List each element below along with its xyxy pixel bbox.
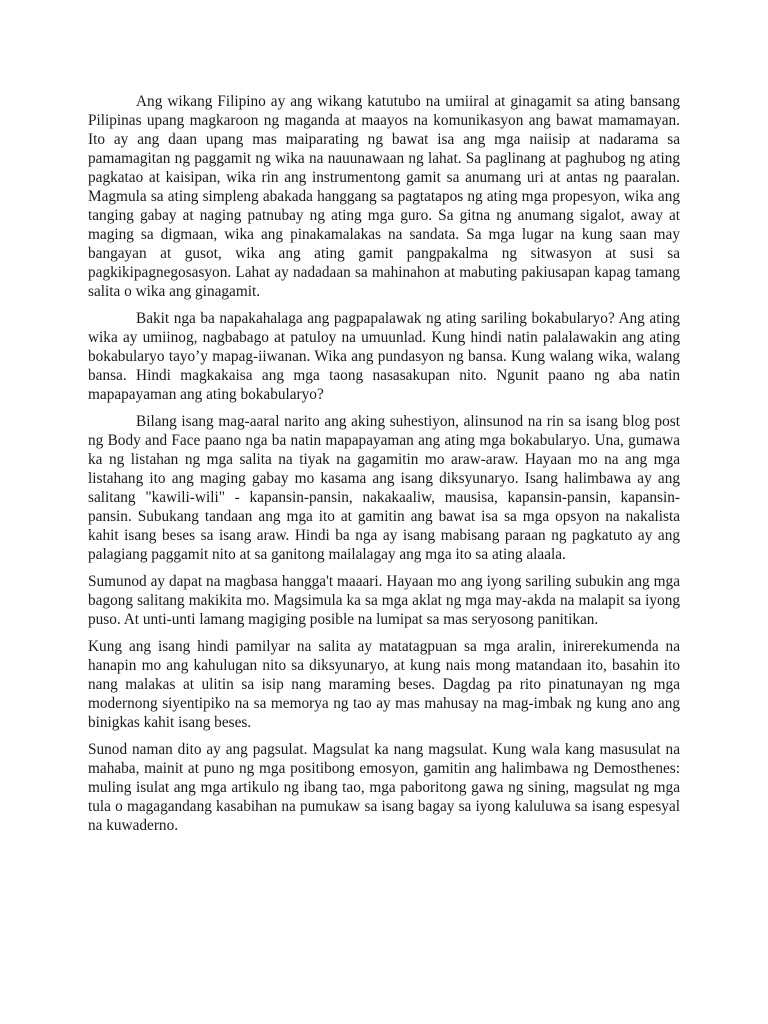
paragraph-5: Kung ang isang hindi pamilyar na salita ay matatagpuan sa mga aralin, inirerekumenda na hanapin mo ang kahulugan nito sa diksyunaryo, at kung nais mong matandaan ito, basahin ito nang malakas at ulitin sa isip nang maraming beses. Dagdag pa rito pinatunayan ng mga modernong siyentipiko na sa memorya ng tao ay mas mahusay na mag-imbak ng kung ano ang binigkas kahit isang beses. [88, 638, 680, 731]
paragraph-1: Ang wikang Filipino ay ang wikang katutubo na umiiral at ginagamit sa ating bansang Pilipinas upang magkaroon ng maganda at maayos na komunikasyon ang bawat mamamayan. Ito ay ang daan upang mas maiparating ng bawat isa ang mga naiisip at nadarama sa pamamagitan ng paggamit ng wika na nauunawaan ng lahat. Sa paglinang at paghubog ng ating pagkatao at kaisipan, wika rin ang instrumentong gamit sa anumang uri at antas ng paaralan. Magmula sa ating simpleng abakada hanggang sa pagtatapos ng ating mga propesyon, wika ang tanging gabay at naging patnubay ng ating mga guro. Sa gitna ng anumang sigalot, away at maging sa digmaan, wika ang pinakamalakas na sandata. Sa mga lugar na kung saan may bangayan at gusot, wika ang ating gamit pangpakalma ng sitwasyon at susi sa pagkikipagnegosasyon. Lahat ay nadadaan sa mahinahon at mabuting pakiusapan kapag tamang salita o wika ang ginagamit. [88, 93, 680, 300]
paragraph-6: Sunod naman dito ay ang pagsulat. Magsulat ka nang magsulat. Kung wala kang masusulat na mahaba, mainit at puno ng mga positibong emosyon, gamitin ang halimbawa ng Demosthenes: muling isulat ang mga artikulo ng ibang tao, mga paboritong gawa ng sining, magsulat ng mga tula o magagandang kasabihan na pumukaw sa isang bagay sa iyong kaluluwa sa isang espesyal na kuwaderno. [88, 741, 680, 834]
document-page [88, 92, 680, 843]
paragraph-4: Sumunod ay dapat na magbasa hangga't maaari. Hayaan mo ang iyong sariling subukin ang mga bagong salitang makikita mo. Magsimula ka sa mga aklat ng mga may-akda na malapit sa iyong puso. At unti-unti lamang magiging posible na lumipat sa mas seryosong panitikan. [88, 573, 680, 628]
paragraph-2: Bakit nga ba napakahalaga ang pagpapalawak ng ating sariling bokabularyo? Ang ating wika ay umiinog, nagbabago at patuloy na umuunlad. Kung hindi natin palalawakin ang ating bokabularyo tayo’y mapag-iiwanan. Wika ang pundasyon ng bansa. Kung walang wika, walang bansa. Hindi magkakaisa ang mga taong nasasakupan nito. Ngunit paano ng aba natin mapapayaman ang ating bokabularyo? [88, 310, 680, 403]
paragraph-3: Bilang isang mag-aaral narito ang aking suhestiyon, alinsunod na rin sa isang blog post ng Body and Face paano nga ba natin mapapayaman ang ating mga bokabularyo. Una, gumawa ka ng listahan ng mga salita na tiyak na gagamitin mo araw-araw. Hayaan mo na ang mga listahang ito ang maging gabay mo kasama ang isang diksyunaryo. Isang halimbawa ay ang salitang "kawili-wili" - kapansin-pansin, nakakaaliw, mausisa, kapansin-pansin, kapansin-pansin. Subukang tandaan ang mga ito at gamitin ang bawat isa sa mga opsyon na nakalista kahit isang beses sa isang araw. Hindi ba nga ay isang mabisang paraan ng pagkatuto ay ang palagiang paggamit nito at sa ganitong mailalagay ang mga ito sa ating alaala. [88, 413, 680, 563]
